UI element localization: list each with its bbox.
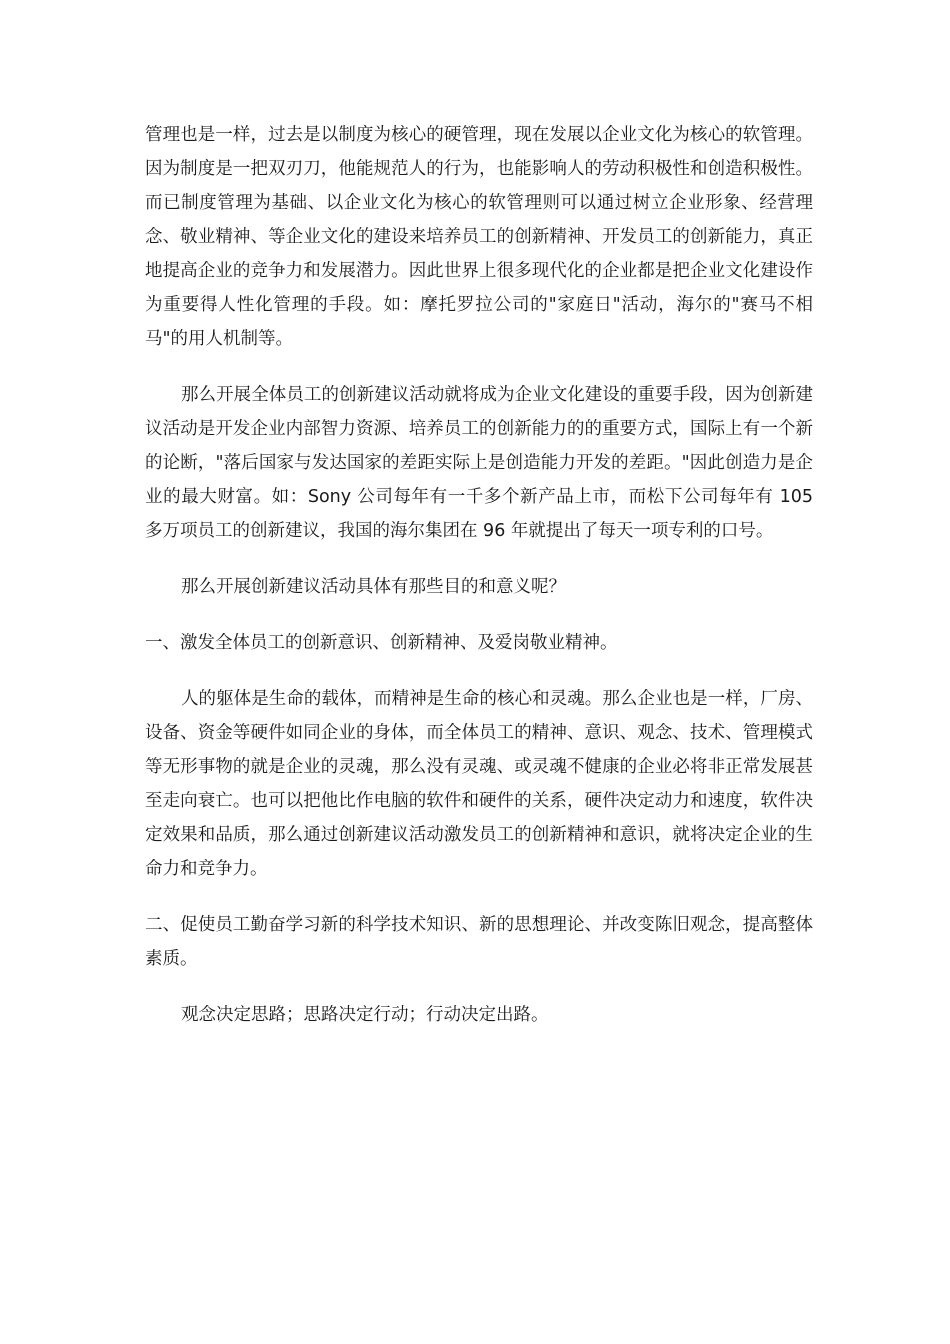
document-body: [145, 118, 813, 1054]
heading-section-one: 一、激发全体员工的创新意识、创新精神、及爱岗敬业精神。: [145, 633, 618, 653]
paragraph-management-culture: 管理也是一样，过去是以制度为核心的硬管理，现在发展以企业文化为核心的软管理。因为制度是一把双刃刀，他能规范人的行为，也能影响人的劳动积极性和创造积极性。而已制度管理为基础、以企业文化为核心的软管理则可以通过树立企业形象、经营理念、敬业精神、等企业文化的建设来培养员工的创新精神、开发员工的创新能力，真正地提高企业的竞争力和发展潜力。因此世界上很多现代化的企业都是把企业文化建设作为重要得人性化管理的手段。如：摩托罗拉公司的"家庭日"活动，海尔的"赛马不相马"的用人机制等。: [145, 125, 813, 349]
paragraph-innovation-activity: 那么开展全体员工的创新建议活动就将成为企业文化建设的重要手段，因为创新建议活动是开发企业内部智力资源、培养员工的创新能力的的重要方式，国际上有一个新的论断，"落后国家与发达国家的差距实际上是创造能力开发的差距。"因此创造力是企业的最大财富。如：Sony 公司每年有一千多个新产品上市，而松下公司每年有 105 多万项员工的创新建议，我国的海尔集团在 96 年就提出了每天一项专利的口号。: [145, 385, 813, 541]
heading-section-two: 二、促使员工勤奋学习新的科学技术知识、新的思想理论、并改变陈旧观念，提高整体素质。: [145, 915, 813, 969]
paragraph-spirit-soul: 人的躯体是生命的载体，而精神是生命的核心和灵魂。那么企业也是一样，厂房、设备、资金等硬件如同企业的身体，而全体员工的精神、意识、观念、技术、管理模式等无形事物的就是企业的灵魂，那么没有灵魂、或灵魂不健康的企业必将非正常发展甚至走向衰亡。也可以把他比作电脑的软件和硬件的关系，硬件决定动力和速度，软件决定效果和品质，那么通过创新建议活动激发员工的创新精神和意识，就将决定企业的生命力和竞争力。: [145, 689, 813, 879]
paragraph-concept-thinking: 观念决定思路；思路决定行动；行动决定出路。: [181, 1005, 549, 1025]
paragraph-purpose-question: 那么开展创新建议活动具体有那些目的和意义呢？: [181, 577, 566, 597]
